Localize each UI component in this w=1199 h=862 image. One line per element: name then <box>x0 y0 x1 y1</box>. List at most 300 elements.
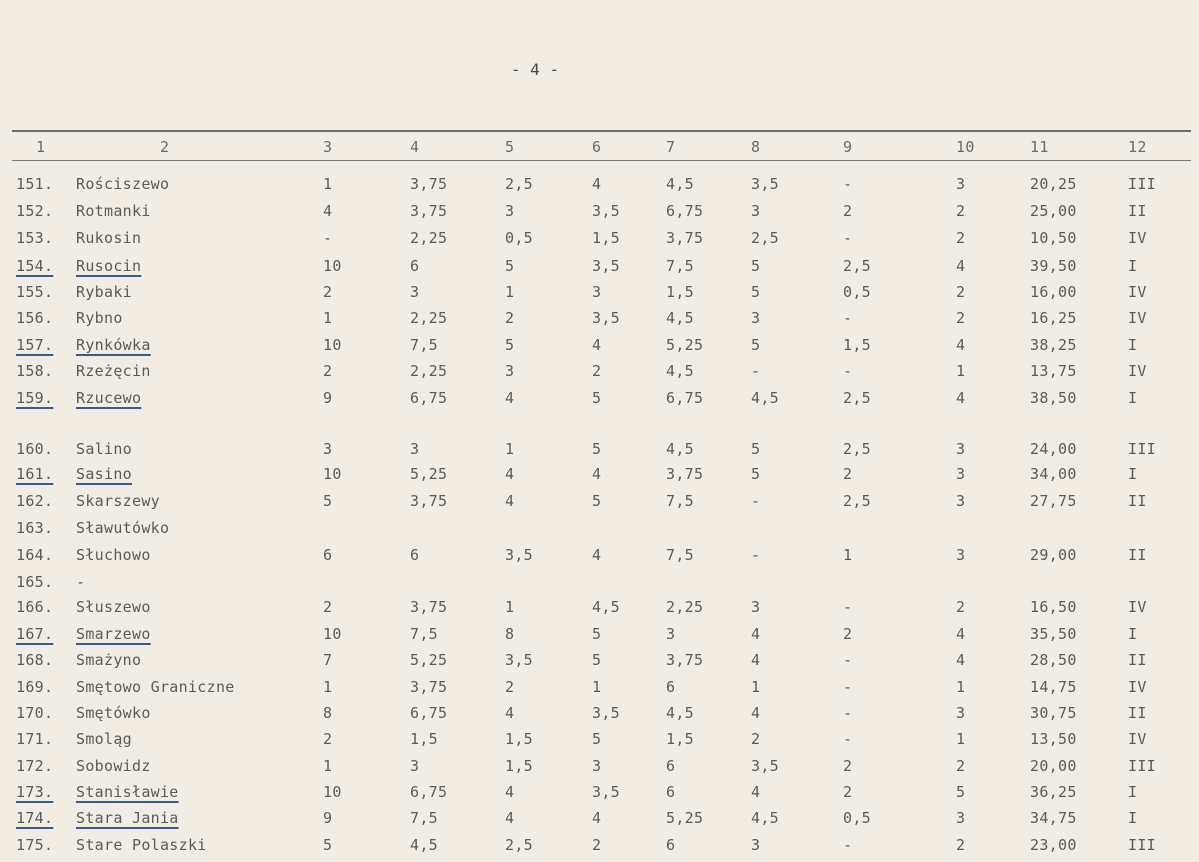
table-top-rule <box>12 130 1191 132</box>
village-name: Rzeżęcin <box>76 362 151 380</box>
cell-col-8: 2 <box>751 730 761 748</box>
cell-col-10: 3 <box>956 704 966 722</box>
cell-col-12: I <box>1128 625 1138 643</box>
cell-col-12: IV <box>1128 730 1147 748</box>
table-row <box>0 783 1199 809</box>
cell-col-6: 4 <box>592 546 602 564</box>
header-col-7: 7 <box>666 138 676 156</box>
cell-col-3: 5 <box>323 492 333 510</box>
cell-col-11: 34,75 <box>1030 809 1077 827</box>
cell-col-12: II <box>1128 202 1147 220</box>
table-row <box>0 730 1199 756</box>
cell-col-5: 4 <box>505 704 515 722</box>
village-name: Rotmanki <box>76 202 151 220</box>
cell-col-5: 1,5 <box>505 757 533 775</box>
cell-col-11: 13,50 <box>1030 730 1077 748</box>
cell-col-3: - <box>323 229 333 247</box>
table-row <box>0 229 1199 255</box>
cell-col-12: IV <box>1128 678 1147 696</box>
cell-col-7: 2,25 <box>666 598 704 616</box>
cell-col-7: 3 <box>666 625 676 643</box>
cell-col-5: 1 <box>505 598 515 616</box>
cell-col-7: 3,75 <box>666 465 704 483</box>
cell-col-4: 3,75 <box>410 202 448 220</box>
cell-col-6: 5 <box>592 440 602 458</box>
cell-col-3: 1 <box>323 309 333 327</box>
cell-col-4: 6,75 <box>410 389 448 407</box>
table-row <box>0 492 1199 518</box>
cell-col-8: 5 <box>751 465 761 483</box>
village-name: Skarszewy <box>76 492 160 510</box>
cell-col-11: 36,25 <box>1030 783 1077 801</box>
cell-col-11: 30,75 <box>1030 704 1077 722</box>
cell-col-4: 5,25 <box>410 651 448 669</box>
cell-col-3: 10 <box>323 257 342 275</box>
cell-col-5: 5 <box>505 257 515 275</box>
cell-col-5: 4 <box>505 465 515 483</box>
cell-col-10: 2 <box>956 836 966 854</box>
cell-col-6: 5 <box>592 492 602 510</box>
cell-col-10: 5 <box>956 783 966 801</box>
cell-col-10: 1 <box>956 362 966 380</box>
cell-col-9: 0,5 <box>843 283 871 301</box>
cell-col-12: IV <box>1128 229 1147 247</box>
row-number: 175. <box>16 836 54 854</box>
cell-col-7: 1,5 <box>666 283 694 301</box>
cell-col-5: 3,5 <box>505 651 533 669</box>
cell-col-6: 4,5 <box>592 598 620 616</box>
cell-col-9: 2 <box>843 783 853 801</box>
cell-col-7: 6 <box>666 757 676 775</box>
table-row <box>0 573 1199 599</box>
cell-col-8: 3 <box>751 836 761 854</box>
cell-col-3: 10 <box>323 336 342 354</box>
header-col-4: 4 <box>410 138 420 156</box>
cell-col-9: - <box>843 704 853 722</box>
cell-col-4: 3 <box>410 440 420 458</box>
village-name: Stara Jania <box>76 809 179 827</box>
row-number: 170. <box>16 704 54 722</box>
cell-col-8: 4 <box>751 651 761 669</box>
table-row <box>0 389 1199 415</box>
cell-col-10: 3 <box>956 465 966 483</box>
cell-col-4: 7,5 <box>410 336 438 354</box>
cell-col-6: 3,5 <box>592 257 620 275</box>
cell-col-5: 3,5 <box>505 546 533 564</box>
cell-col-11: 35,50 <box>1030 625 1077 643</box>
cell-col-4: 3,75 <box>410 492 448 510</box>
cell-col-5: 8 <box>505 625 515 643</box>
cell-col-11: 20,00 <box>1030 757 1077 775</box>
table-row <box>0 309 1199 335</box>
village-name: Rusocin <box>76 257 142 275</box>
cell-col-5: 2 <box>505 309 515 327</box>
cell-col-4: 6 <box>410 257 420 275</box>
table-row <box>0 362 1199 388</box>
cell-col-4: 3 <box>410 757 420 775</box>
village-name: Rościszewo <box>76 175 170 193</box>
row-number: 158. <box>16 362 54 380</box>
cell-col-9: 2,5 <box>843 389 871 407</box>
village-name: Rukosin <box>76 229 142 247</box>
cell-col-6: 5 <box>592 651 602 669</box>
cell-col-10: 1 <box>956 730 966 748</box>
table-row <box>0 175 1199 201</box>
village-name: Słuchowo <box>76 546 151 564</box>
cell-col-7: 1,5 <box>666 730 694 748</box>
cell-col-3: 10 <box>323 783 342 801</box>
row-number: 157. <box>16 336 54 354</box>
cell-col-5: 4 <box>505 492 515 510</box>
cell-col-12: I <box>1128 465 1138 483</box>
cell-col-7: 7,5 <box>666 257 694 275</box>
cell-col-3: 6 <box>323 546 333 564</box>
cell-col-8: 4 <box>751 704 761 722</box>
cell-col-9: - <box>843 362 853 380</box>
cell-col-6: 5 <box>592 389 602 407</box>
table-row <box>0 546 1199 572</box>
cell-col-7: 6,75 <box>666 202 704 220</box>
row-number: 174. <box>16 809 54 827</box>
cell-col-12: II <box>1128 651 1147 669</box>
cell-col-9: 2 <box>843 625 853 643</box>
header-col-2: 2 <box>160 138 170 156</box>
cell-col-11: 14,75 <box>1030 678 1077 696</box>
table-row <box>0 625 1199 651</box>
village-name: Rzucewo <box>76 389 142 407</box>
cell-col-6: 1,5 <box>592 229 620 247</box>
cell-col-8: 5 <box>751 440 761 458</box>
cell-col-7: 3,75 <box>666 229 704 247</box>
cell-col-9: - <box>843 651 853 669</box>
cell-col-4: 6 <box>410 546 420 564</box>
cell-col-11: 10,50 <box>1030 229 1077 247</box>
cell-col-11: 23,00 <box>1030 836 1077 854</box>
row-number: 161. <box>16 465 54 483</box>
row-number: 151. <box>16 175 54 193</box>
cell-col-10: 2 <box>956 309 966 327</box>
row-number: 163. <box>16 519 54 537</box>
village-name: Sobowidz <box>76 757 151 775</box>
page-number: - 4 - <box>510 60 560 79</box>
cell-col-7: 7,5 <box>666 546 694 564</box>
cell-col-8: - <box>751 492 761 510</box>
cell-col-7: 5,25 <box>666 336 704 354</box>
row-number: 153. <box>16 229 54 247</box>
cell-col-10: 3 <box>956 440 966 458</box>
cell-col-11: 29,00 <box>1030 546 1077 564</box>
cell-col-8: 1 <box>751 678 761 696</box>
village-name: Słuszewo <box>76 598 151 616</box>
cell-col-12: II <box>1128 704 1147 722</box>
row-number: 166. <box>16 598 54 616</box>
cell-col-7: 4,5 <box>666 704 694 722</box>
cell-col-9: - <box>843 175 853 193</box>
table-row <box>0 257 1199 283</box>
village-name: Smętowo Graniczne <box>76 678 235 696</box>
cell-col-9: - <box>843 730 853 748</box>
cell-col-11: 24,00 <box>1030 440 1077 458</box>
header-col-11: 11 <box>1030 138 1049 156</box>
cell-col-7: 4,5 <box>666 362 694 380</box>
cell-col-4: 2,25 <box>410 362 448 380</box>
cell-col-6: 3,5 <box>592 704 620 722</box>
table-row <box>0 678 1199 704</box>
cell-col-8: 3,5 <box>751 757 779 775</box>
table-row <box>0 809 1199 835</box>
cell-col-9: 2 <box>843 202 853 220</box>
table-row <box>0 757 1199 783</box>
cell-col-7: 4,5 <box>666 309 694 327</box>
cell-col-12: I <box>1128 389 1138 407</box>
cell-col-9: - <box>843 598 853 616</box>
table-row <box>0 283 1199 309</box>
village-name: Smętówko <box>76 704 151 722</box>
cell-col-5: 4 <box>505 783 515 801</box>
village-name: Smażyno <box>76 651 142 669</box>
cell-col-12: I <box>1128 257 1138 275</box>
row-number: 162. <box>16 492 54 510</box>
cell-col-9: - <box>843 229 853 247</box>
cell-col-10: 4 <box>956 651 966 669</box>
cell-col-10: 2 <box>956 283 966 301</box>
village-name: Smoląg <box>76 730 132 748</box>
cell-col-5: 4 <box>505 809 515 827</box>
row-number: 165. <box>16 573 54 591</box>
cell-col-8: 3 <box>751 598 761 616</box>
cell-col-3: 1 <box>323 175 333 193</box>
cell-col-5: 2,5 <box>505 175 533 193</box>
cell-col-6: 4 <box>592 465 602 483</box>
cell-col-6: 2 <box>592 362 602 380</box>
cell-col-5: 4 <box>505 389 515 407</box>
cell-col-4: 6,75 <box>410 704 448 722</box>
cell-col-6: 3,5 <box>592 309 620 327</box>
header-col-5: 5 <box>505 138 515 156</box>
cell-col-5: 0,5 <box>505 229 533 247</box>
cell-col-11: 28,50 <box>1030 651 1077 669</box>
cell-col-4: 2,25 <box>410 229 448 247</box>
cell-col-4: 7,5 <box>410 625 438 643</box>
cell-col-4: 3,75 <box>410 598 448 616</box>
village-name: Stanisławie <box>76 783 179 801</box>
cell-col-7: 5,25 <box>666 809 704 827</box>
cell-col-6: 1 <box>592 678 602 696</box>
cell-col-10: 3 <box>956 492 966 510</box>
cell-col-7: 4,5 <box>666 440 694 458</box>
cell-col-4: 5,25 <box>410 465 448 483</box>
cell-col-6: 3,5 <box>592 202 620 220</box>
row-number: 156. <box>16 309 54 327</box>
cell-col-4: 3,75 <box>410 175 448 193</box>
cell-col-9: - <box>843 836 853 854</box>
row-number: 154. <box>16 257 54 275</box>
cell-col-4: 3 <box>410 283 420 301</box>
cell-col-7: 4,5 <box>666 175 694 193</box>
cell-col-8: 5 <box>751 257 761 275</box>
cell-col-3: 10 <box>323 625 342 643</box>
cell-col-5: 2 <box>505 678 515 696</box>
village-name: Salino <box>76 440 132 458</box>
header-col-10: 10 <box>956 138 975 156</box>
header-col-1: 1 <box>36 138 46 156</box>
cell-col-6: 4 <box>592 175 602 193</box>
table-row <box>0 836 1199 862</box>
cell-col-3: 2 <box>323 598 333 616</box>
row-number: 167. <box>16 625 54 643</box>
cell-col-6: 5 <box>592 730 602 748</box>
cell-col-9: 2,5 <box>843 257 871 275</box>
cell-col-11: 34,00 <box>1030 465 1077 483</box>
cell-col-3: 2 <box>323 283 333 301</box>
cell-col-4: 4,5 <box>410 836 438 854</box>
cell-col-12: IV <box>1128 598 1147 616</box>
cell-col-11: 39,50 <box>1030 257 1077 275</box>
row-number: 169. <box>16 678 54 696</box>
village-name: Rybaki <box>76 283 132 301</box>
cell-col-9: - <box>843 678 853 696</box>
cell-col-6: 4 <box>592 336 602 354</box>
cell-col-11: 16,50 <box>1030 598 1077 616</box>
cell-col-8: 4 <box>751 783 761 801</box>
table-row <box>0 704 1199 730</box>
row-number: 171. <box>16 730 54 748</box>
header-col-12: 12 <box>1128 138 1147 156</box>
cell-col-3: 7 <box>323 651 333 669</box>
row-number: 172. <box>16 757 54 775</box>
cell-col-5: 5 <box>505 336 515 354</box>
cell-col-3: 1 <box>323 678 333 696</box>
cell-col-10: 2 <box>956 229 966 247</box>
table-row <box>0 651 1199 677</box>
table-row <box>0 440 1199 466</box>
village-name: Rybno <box>76 309 123 327</box>
row-number: 173. <box>16 783 54 801</box>
cell-col-8: 3 <box>751 202 761 220</box>
row-number: 152. <box>16 202 54 220</box>
cell-col-10: 2 <box>956 757 966 775</box>
cell-col-7: 6,75 <box>666 389 704 407</box>
village-name: Stare Polaszki <box>76 836 207 854</box>
cell-col-4: 2,25 <box>410 309 448 327</box>
cell-col-3: 5 <box>323 836 333 854</box>
cell-col-3: 1 <box>323 757 333 775</box>
cell-col-4: 3,75 <box>410 678 448 696</box>
cell-col-12: I <box>1128 336 1138 354</box>
cell-col-10: 2 <box>956 202 966 220</box>
table-row <box>0 336 1199 362</box>
cell-col-5: 3 <box>505 362 515 380</box>
cell-col-5: 1,5 <box>505 730 533 748</box>
table-row <box>0 202 1199 228</box>
village-name: Rynkówka <box>76 336 151 354</box>
cell-col-8: - <box>751 546 761 564</box>
cell-col-3: 2 <box>323 730 333 748</box>
table-header-rule <box>12 160 1191 161</box>
cell-col-11: 16,25 <box>1030 309 1077 327</box>
cell-col-12: IV <box>1128 362 1147 380</box>
cell-col-6: 2 <box>592 836 602 854</box>
cell-col-8: 4,5 <box>751 389 779 407</box>
village-name: - <box>76 573 86 591</box>
cell-col-8: 4 <box>751 625 761 643</box>
cell-col-12: III <box>1128 175 1156 193</box>
cell-col-6: 4 <box>592 809 602 827</box>
cell-col-5: 1 <box>505 440 515 458</box>
cell-col-12: II <box>1128 546 1147 564</box>
cell-col-6: 3,5 <box>592 783 620 801</box>
row-number: 159. <box>16 389 54 407</box>
cell-col-12: IV <box>1128 283 1147 301</box>
cell-col-5: 1 <box>505 283 515 301</box>
cell-col-12: III <box>1128 757 1156 775</box>
cell-col-4: 6,75 <box>410 783 448 801</box>
cell-col-7: 3,75 <box>666 651 704 669</box>
cell-col-5: 3 <box>505 202 515 220</box>
cell-col-10: 1 <box>956 678 966 696</box>
cell-col-3: 3 <box>323 440 333 458</box>
village-name: Smarzewo <box>76 625 151 643</box>
header-col-9: 9 <box>843 138 853 156</box>
cell-col-11: 27,75 <box>1030 492 1077 510</box>
cell-col-10: 3 <box>956 175 966 193</box>
cell-col-12: I <box>1128 809 1138 827</box>
cell-col-10: 3 <box>956 809 966 827</box>
cell-col-6: 3 <box>592 757 602 775</box>
cell-col-8: 5 <box>751 336 761 354</box>
cell-col-10: 4 <box>956 625 966 643</box>
cell-col-9: 2 <box>843 465 853 483</box>
cell-col-6: 3 <box>592 283 602 301</box>
cell-col-12: I <box>1128 783 1138 801</box>
cell-col-3: 10 <box>323 465 342 483</box>
cell-col-8: 5 <box>751 283 761 301</box>
cell-col-11: 38,50 <box>1030 389 1077 407</box>
cell-col-9: 1 <box>843 546 853 564</box>
village-name: Sławutówko <box>76 519 170 537</box>
cell-col-8: 3 <box>751 309 761 327</box>
table-row <box>0 519 1199 545</box>
cell-col-5: 2,5 <box>505 836 533 854</box>
cell-col-11: 38,25 <box>1030 336 1077 354</box>
cell-col-9: 1,5 <box>843 336 871 354</box>
cell-col-10: 2 <box>956 598 966 616</box>
header-col-6: 6 <box>592 138 602 156</box>
cell-col-10: 4 <box>956 389 966 407</box>
cell-col-9: 2,5 <box>843 492 871 510</box>
cell-col-7: 6 <box>666 836 676 854</box>
cell-col-8: 2,5 <box>751 229 779 247</box>
cell-col-11: 16,00 <box>1030 283 1077 301</box>
cell-col-4: 1,5 <box>410 730 438 748</box>
cell-col-3: 2 <box>323 362 333 380</box>
cell-col-9: - <box>843 309 853 327</box>
table-row <box>0 465 1199 491</box>
cell-col-4: 7,5 <box>410 809 438 827</box>
cell-col-12: III <box>1128 836 1156 854</box>
cell-col-11: 20,25 <box>1030 175 1077 193</box>
cell-col-10: 3 <box>956 546 966 564</box>
cell-col-3: 9 <box>323 809 333 827</box>
cell-col-9: 2,5 <box>843 440 871 458</box>
cell-col-8: 3,5 <box>751 175 779 193</box>
row-number: 164. <box>16 546 54 564</box>
cell-col-8: 4,5 <box>751 809 779 827</box>
cell-col-12: IV <box>1128 309 1147 327</box>
header-col-8: 8 <box>751 138 761 156</box>
cell-col-8: - <box>751 362 761 380</box>
village-name: Sasino <box>76 465 132 483</box>
